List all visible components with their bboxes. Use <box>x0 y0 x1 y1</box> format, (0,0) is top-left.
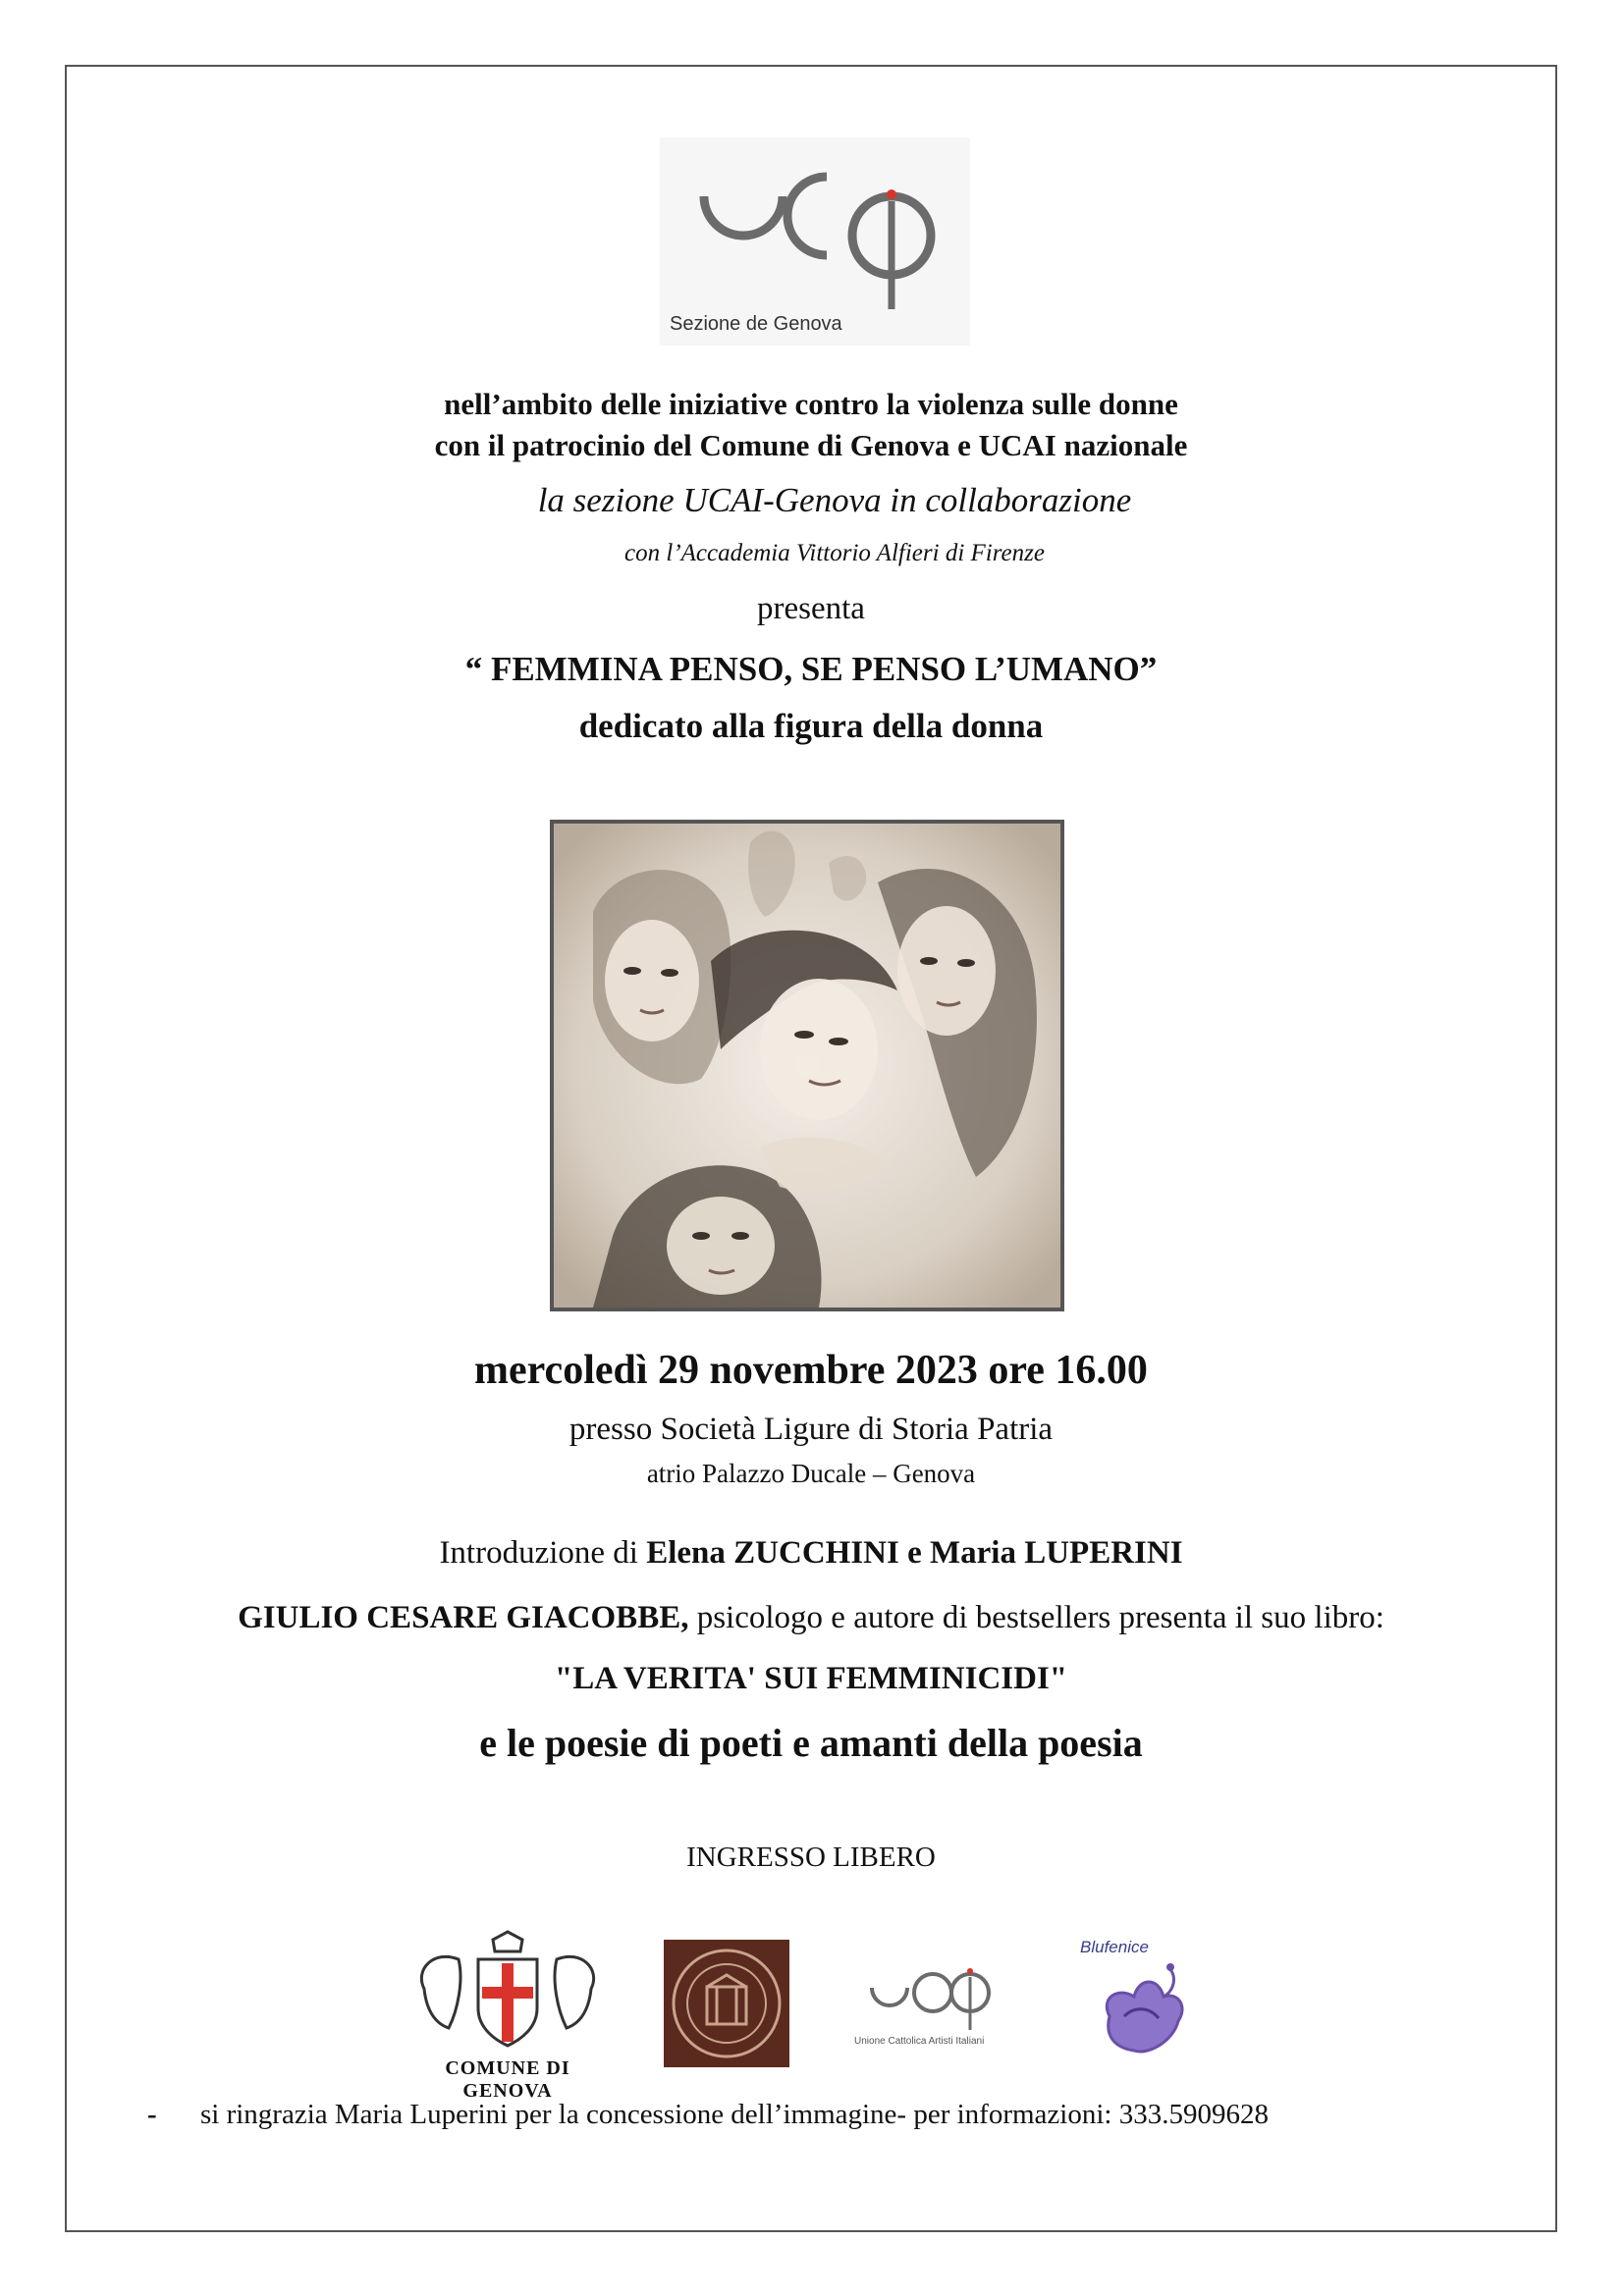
ucai-small-caption: Unione Cattolica Artisti Italiani <box>854 2036 985 2047</box>
author-line <box>65 1600 1557 1636</box>
poems-line: e le poesie di poeti e amanti della poesia <box>479 1721 1143 1765</box>
phoenix-icon <box>1080 1957 1198 2065</box>
ucai-logo-caption: Sezione de Genova <box>670 313 842 335</box>
event-venue: presso Società Ligure di Storia Patria <box>568 1412 1054 1447</box>
artwork-image <box>550 820 1064 1311</box>
storia-patria-seal <box>664 1940 789 2067</box>
event-venue-detail: atrio Palazzo Ducale – Genova <box>646 1459 976 1488</box>
comune-genova-logo <box>405 1930 611 2102</box>
author-name: GIULIO CESARE GIACOBBE, <box>238 1600 689 1635</box>
ucai-small-mark-icon <box>854 1953 1001 2032</box>
blufenice-logo <box>1080 1938 1198 2075</box>
event-datetime: mercoledì 29 novembre 2023 ore 16.00 <box>474 1348 1148 1393</box>
event-title: “ FEMMINA PENSO, SE PENSO L’UMANO” <box>464 650 1158 688</box>
intro-line-1: nell’ambito delle iniziative contro la violenza sulle donne <box>444 387 1178 421</box>
ucai-small-logo <box>854 1953 1001 2061</box>
intro-line-4: con l’Accademia Vittorio Alfieri di Firenze <box>624 540 1045 566</box>
footer-dash: - <box>147 2099 157 2130</box>
blufenice-label: Blufenice <box>1080 1938 1149 1956</box>
entry-free-label: INGRESSO LIBERO <box>686 1842 936 1873</box>
footer-credit <box>147 2099 1269 2131</box>
seal-icon <box>664 1940 789 2067</box>
author-description: psicologo e autore di bestsellers presenta il suo libro: <box>688 1600 1384 1635</box>
genova-crest-icon <box>405 1930 611 2053</box>
introduction-names: Elena ZUCCHINI e Maria LUPERINI <box>646 1535 1183 1571</box>
event-subtitle: dedicato alla figura della donna <box>578 707 1044 745</box>
comune-label: COMUNE DI GENOVA <box>445 2057 570 2102</box>
introduction-line <box>65 1535 1557 1572</box>
ucai-logo <box>660 137 970 346</box>
footer-text: si ringrazia Maria Luperini per la concessione dell’immagine- per informazioni: 333.5909628 <box>200 2099 1269 2130</box>
intro-line-2: con il patrocinio del Comune di Genova e UCAI nazionale <box>434 428 1188 462</box>
intro-line-3: la sezione UCAI-Genova in collaborazione <box>537 481 1132 519</box>
presents-label: presenta <box>757 591 865 626</box>
introduction-prefix: Introduzione di <box>439 1535 647 1571</box>
book-title: "LA VERITA' SUI FEMMINICIDI" <box>554 1661 1068 1696</box>
